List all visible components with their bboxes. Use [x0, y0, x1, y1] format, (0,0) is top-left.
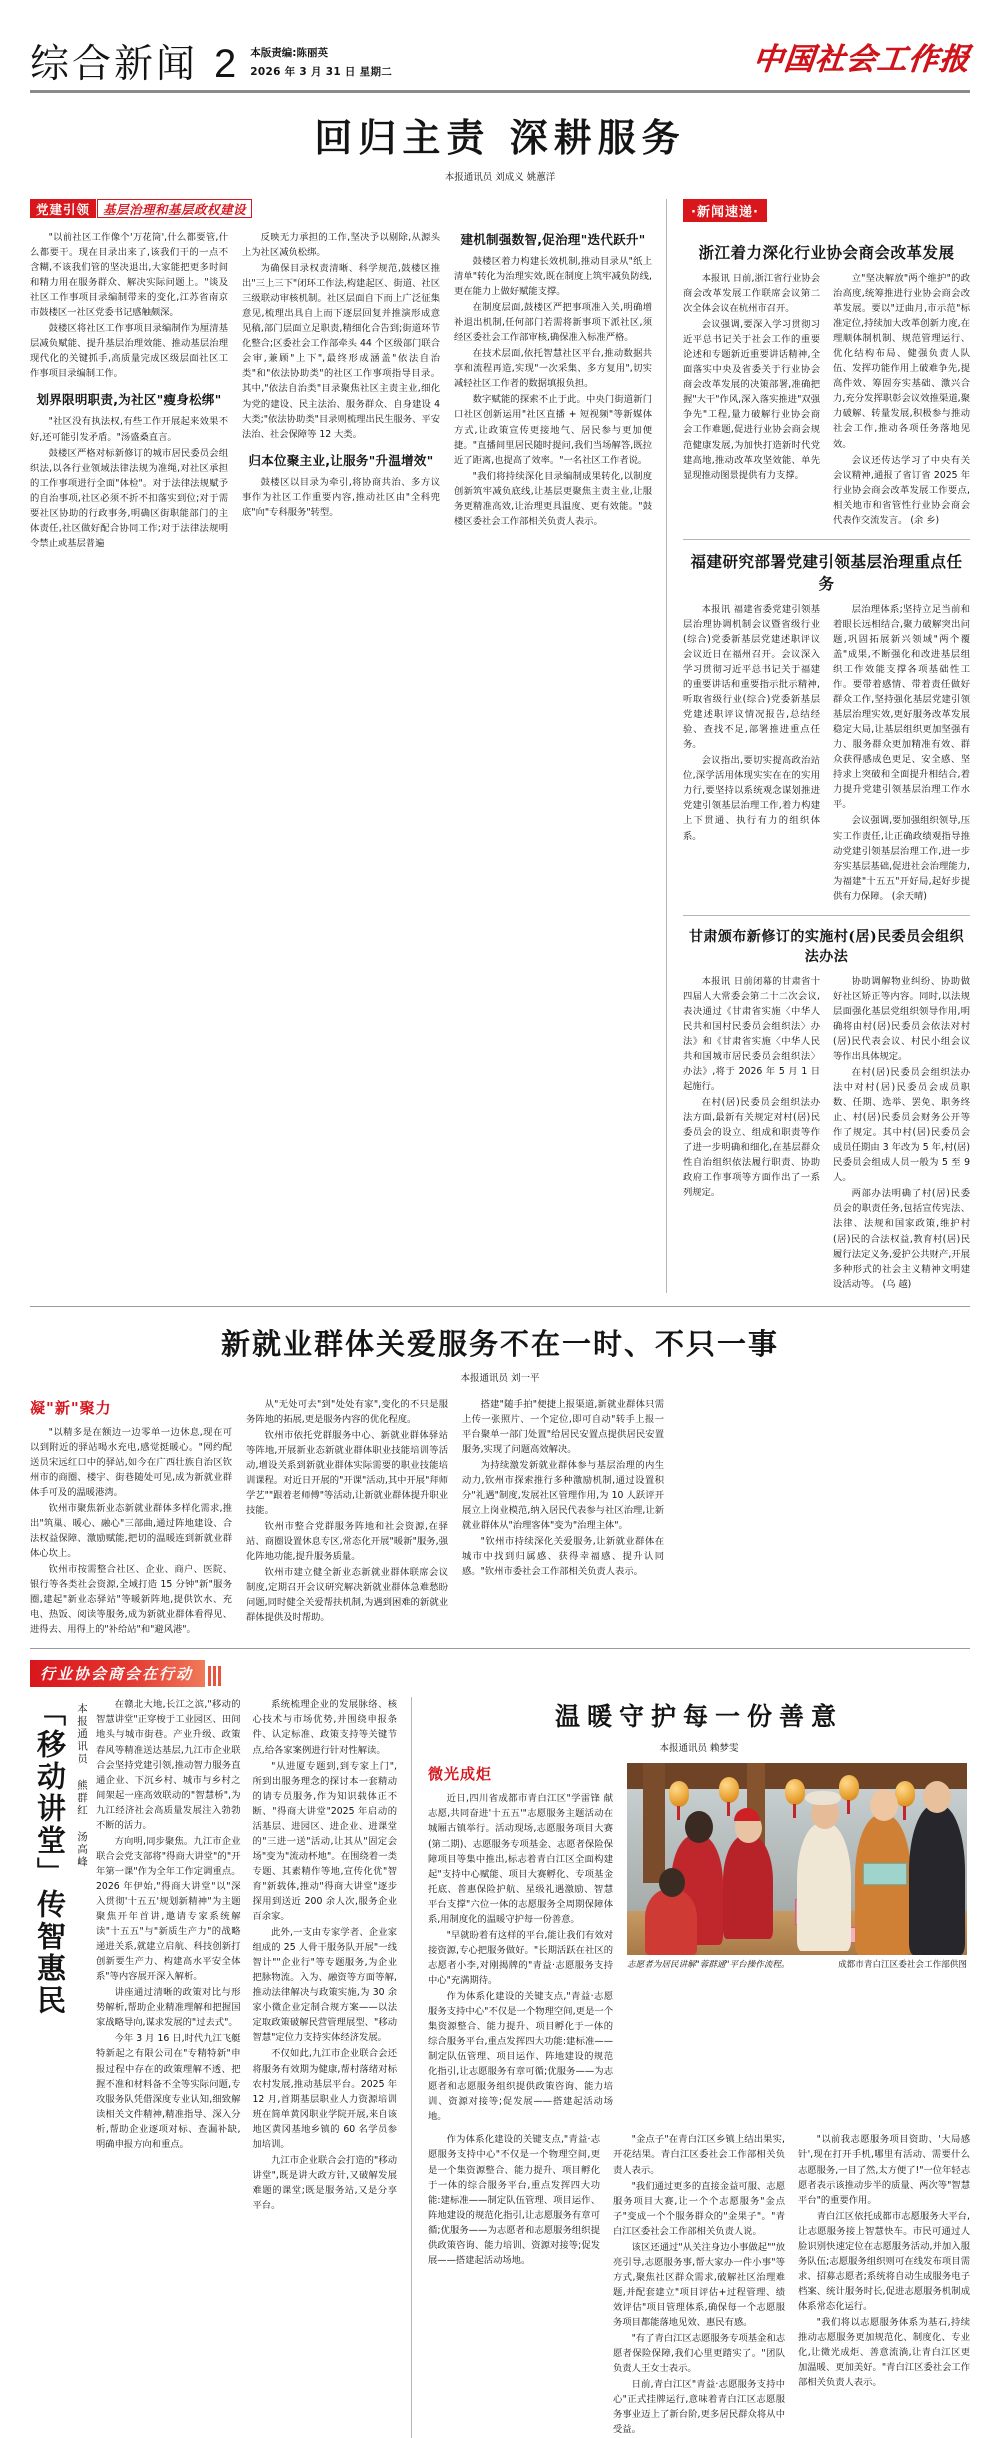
section-title: 综合新闻: [30, 42, 199, 87]
bl-col-b-text: 系统梳理企业的发展脉络、核心技术与市场优势,并围绕申报条件、认定标准、政策支持等关键节点,给各家案例进行针对性解读。 "从进厦专题到,到专家上门",所到出服务理念的探讨本一套精动的请专员服务,作为知识载体正不断、"得商大讲堂"2025 年启动的活基层、进园区、进企业、进课堂的"三进一送"活动,让其从"固定会场"变为"流动杯地"。在围绕着一类专题、其素精作等地,宣传化优"智育"新载体,推动"得商大讲堂"逐步探用到送近 200 余人次,服务企业百余家。 此外,一支由专家学者、企业家组成的 25 人骨干服务队开展"一线智计""企业行"等专题服务,为企业把脉物流。入为、融资等方面等解,推动法律解决与政策实施,为 30 余家小微企业定制合规方案——以法定取政策破解民营管理展型、"移动智慧"定位力支持实体经济发展。 不仅如此,九江市企业联合会还将服务有效期为健康,帮村落绪对标农村发展,推动基层平台。2025 年 12 月,首期基层职业人力资源培训班在简单黄冈职业学院开展,来自该地区黄冈基地乡镇的 60 名学员参加培训。 九江市企业联合会打造的"移动讲堂",既是讲大政方针,又破解发展难题的课堂;既是服务站,又是分享平台。: [252, 1699, 397, 2211]
brief-3-col-b: 协助调解物业纠纷、协助做好社区矫正等内容。同时,以法规层面强化基层党组织领导作用,明确将由村(居)民委员会依法对村(居)民代表会议、村民小组会议等作出具体规定。 在村(居)民委员会组织法办法中对村(居)民委员会成员职数、任期、选举、罢免、职务终止、村(居)民委员会财务公开等作了规定。其中村(居)民委员会成员任期由 3 年改为 5 年,村(居)民委员会组成人员一般为 5 至 9 人。 两部办法明确了村(居)民委员会的职责任务,包括宣传宪法、法律、法规和国家政策,维护村(居)民的合法权益,教育村(居)民履行法定义务,爱护公共财产,开展多种形式的社会主义精神文明建设活动等。 (乌 越): [833, 975, 970, 1290]
mid-col-2: [246, 1397, 448, 1639]
masthead-left: [30, 42, 393, 87]
warm-guard-byline: 本报通讯员 赖梦雯: [659, 1743, 739, 1755]
photo-person-resident: [855, 1815, 911, 1955]
photo-brochure: [863, 1863, 907, 1885]
brief-2-title: 福建研究部署党建引领基层治理重点任务: [690, 551, 963, 593]
mid-col2-text: 从"无处可去"到"处处有家",变化的不只是服务阵地的拓展,更是服务内容的优化程度。 钦州市依托党群服务中心、新就业群体驿站等阵地,开展新业态新就业群体职业技能培训等活动,增设关系到新就业群体实际需要的职业技能培训课程。对近日开展的"开课"活动,其中开展"拜师学艺""跟着老师傅"等活动,让新就业群体提升职业技能。 钦州市整合党群服务阵地和社会资源,在驿站、商圈设置休息专区,常态化开展"暖新"服务,强化阵地功能,提升服务质量。 钦州市建立健全新业态新就业群体联席会议制度,定期召开会议研究解决新就业群体急难愁盼问题,同时健全关爱帮扶机制,为遇到困难的新就业群体提供及时帮助。: [246, 1398, 448, 1624]
paper-logo: 中国社会工作报: [751, 42, 972, 77]
micro-light-subheading: 微光成炬: [428, 1765, 493, 1784]
top-columns: [30, 199, 970, 1293]
photo-person-child-volunteer: [645, 1889, 697, 1955]
top-col-3: [454, 230, 652, 552]
tag-party-lead: 党建引领: [30, 199, 96, 218]
mid-col-3: [462, 1397, 664, 1639]
brief-3-col-a: 本报讯 日前闭幕的甘肃省十四届人大常委会第二十二次会议,表决通过《甘肃省实施〈中华人民共和国村民委员会组织法〉办法》和《甘肃省实施〈中华人民共和国城市居民委员会组织法〉办法》,将于 2026 年 5 月 1 日起施行。 在村(居)民委员会组织法办法方面,最新有关规定对村(居)民委员会的设立、组成和职责等作了进一步明确和细化,在基层群众性自治组织依法履行职责、协助政府工作事项等方面作出了一系列规定。: [683, 975, 820, 1199]
editor-line: 本版责编:陈丽英: [250, 47, 328, 60]
mid-byline: 本报通讯员 刘一平: [460, 1372, 540, 1384]
mid-feature: [30, 1306, 970, 1639]
top-col-2: [242, 230, 440, 552]
photo-block: [627, 1763, 967, 2125]
photo-pillar-left: [643, 1763, 665, 1883]
bl-col-b: [253, 1697, 398, 2438]
bottom-right-article: [412, 1697, 970, 2438]
col3-subheading: 建机制强数智,促治理"迭代跃升": [460, 232, 646, 247]
brief-1-col-b: 立"坚决解放"两个维护"的政治高度,统筹推进行业协会商会改革发展。要以"迂曲月,市示范"标准定位,持续加大改革创新力度,在理顺体制机制、规范管理运行、优化结构布局、健强负责人队伍、发挥功能作用上破难争先,提高件效、筹固夯实基础、激兴合力,充分发挥职彰会议效推渠道,聚力破解、转量发展,积极参与推动社会工作,推动各项任务落地见效。 会议还传达学习了中央有关会议精神,通报了省订省 2025 年行业协会商会改革发展工作要点,相关地市和省管性行业协会商会代表作交流发言。 (余 乡): [833, 273, 970, 526]
photo-caption-row: [627, 1958, 967, 1970]
banner-decor-bars: [208, 1666, 221, 1686]
bottom-left-article: [30, 1697, 412, 2438]
mid-headline: 新就业群体关爱服务不在一时、不只一事: [220, 1326, 779, 1361]
warm-guard-col-a-cont: 作为体系化建设的关键支点,"青益·志愿服务支持中心"不仅是一个物理空间,更是一个集资源整合、能力提升、项目孵化于一体的综合服务平台,重点发挥四大功能:建标准——制定队伍管理、项目运作、阵地建设的规范化指引,让志愿服务有章可循;优服务——为志愿者和志愿服务组织提供政策咨询、能力培训、资源对接等;促发展——搭建起活动场地。: [428, 2134, 600, 2266]
brief-3-columns: [683, 974, 970, 1293]
warm-guard-col-a: [428, 1763, 613, 2125]
warm-guard-top-row: [428, 1763, 970, 2125]
industry-action-banner: 行业协会商会在行动: [30, 1660, 205, 1687]
col2-subheading: 归本位聚主业,让服务"升温增效": [248, 452, 434, 468]
lantern-icon: [895, 1781, 915, 1807]
brief-3-title: 甘肃颁布新修订的实施村(居)民委员会组织法办法: [688, 928, 965, 965]
news-brief-banner: ·新闻速递·: [683, 199, 767, 222]
sun-hat-icon: [805, 1791, 841, 1805]
mid-col1-text: "以精多是在额边一边零单一边休息,现在可以到附近的驿站喝水充电,感觉挺暖心。"网约配送员宋远红口中的驿站,如今在广西壮族自治区钦州市的商圈、楼宇、街巷随处可见,成为新就业群体手可及的温暖港湾。 钦州市聚焦新业态新就业群体多样化需求,推出"筑巢、暖心、融心"三部曲,通过阵地建设、合法权益保障、激励赋能,把切的温暖连到新就业群体心坎上。 钦州市按需整合社区、企业、商户、医院、银行等各类社会资源,全域打造 15 分钟"新"服务圈,建起"新业态驿站"等暖新阵地,提供饮水、充电、热饭、阅读等服务,成为新就业群体看得见、进得去、用得上的"补给站"和"避风港"。: [30, 1426, 232, 1636]
bottom-left-text-cols: [96, 1697, 397, 2438]
masthead: [30, 0, 972, 87]
lantern-icon: [719, 1777, 739, 1803]
warm-guard-title: 温暖守护每一份善意: [554, 1702, 843, 1732]
bottom-columns: [30, 1697, 970, 2438]
col1b-text: "社区没有执法权,有些工作开展起来效果不好,还可能引发矛盾。"汤盛桑直言。 鼓楼区严格对标新修订的城市居民委员会组织法,以各行业领域法律法规为准绳,对社区承担的工作事项进行全面"体检"。对于法律法规赋予的自治事项,社区必须不折不扣落实到位;对于需要社区协助的行政事务,明确区街职能部门的主体责任,社区做好配合协同工作;对于法律法规明令禁止或基层普遍: [30, 416, 228, 549]
warm-guard-bottom-row: [428, 2132, 970, 2438]
brief-1-title: 浙江着力深化行业协会商会改革发展: [698, 243, 955, 262]
photo-caption: 志愿者为居民讲解"蓉群通"平台操作流程。: [627, 1960, 790, 1971]
photo-person-resident: [797, 1823, 851, 1951]
top-left-block: [30, 199, 666, 1293]
bl-col-a: [96, 1697, 241, 2438]
brief-item-1: [683, 241, 970, 529]
mid-columns: [30, 1397, 970, 1639]
mobile-lecture-vtitle: 「移动讲堂」传智惠民: [33, 1697, 67, 2018]
warm-guard-col-a-text: 近日,四川省成都市青白江区"学雷锋 献志愿,共同奋进'十五五'"志愿服务主题活动在城厢古镇举行。活动现场,志愿服务项目大赛(第二期)、志愿服务专项基金、志愿者保险保障项目等集中推出,标志着青白江区全面构建起"支持中心赋能、项目大赛孵化、专项基金托底、普惠保险护航、星级礼遇激励、智慧平台支撑"六位一体的志愿服务全周期保障体系,用制度化的温暖守护每一份善意。 "早就盼着有这样的平台,能让我们有效对接资源,专心把服务做好。"长期活跃在社区的志愿者小李,对刚揭牌的"青益·志愿服务支持中心"充满期待。 作为体系化建设的关键支点,"青益·志愿服务支持中心"不仅是一个物理空间,更是一个集资源整合、能力提升、项目孵化于一体的综合服务平台,重点发挥四大功能:建标准——制定队伍管理、项目运作、阵地建设的规范化指引,让志愿服务有章可循;优服务——为志愿者和志愿服务组织提供政策咨询、能力培训、资源对接等;促发展——搭建起活动场地。: [428, 1793, 613, 2123]
lantern-icon: [839, 1775, 859, 1801]
top-col-1: [30, 230, 228, 552]
brief-1-columns: [683, 271, 970, 529]
col2b-text: 鼓楼区以目录为牵引,将协商共治、多方议事作为社区工作重要内容,推动社区由"全科兜底"向"专科服务"转型。: [242, 476, 440, 518]
mobile-lecture-vbyline: 本报通讯员 熊群红 汤高峰: [76, 1703, 88, 1869]
col1-text: "以前社区工作像个'万花筒',什么都要管,什么都要干。现在目录出来了,该我们干的一点不含糊,不该我们管的坚决退出,大家能把更多时间和精力用在服务群众、解决实际问题上。"谈及社区工作事项目录编制带来的变化,江苏省南京市鼓楼区一社区党委书记感触颇深。 鼓楼区将社区工作事项目录编制作为厘清基层减负赋能、提升基层治理效能、推动基层治理现代化的关键抓手,高质量完成区级层面社区工作事项目录编制工作。: [30, 232, 228, 380]
lantern-icon: [669, 1781, 689, 1807]
brief-2-col-b: 层治理体系;坚持立足当前和着眼长远相结合,聚力破解突出问题,巩固拓展新兴领域"两个覆盖"成果,不断强化和改进基层组织工作效能支撑各项基础性工作。要带着感情、带着责任做好群众工作,坚持强化基层党建引领基层治理实效,更好服务改革发展稳定大局,让基层组织更加坚强有力、服务群众更加精准有效、群众获得感成色更足、安全感、坚持求上突破和全面提升相结合,着力提升党建引领基层治理工作水平。 会议强调,要加强组织领导,压实工作责任,让正确政绩观指导推动党建引领基层治理工作,进一步夯实基层基础,促进社会治理能力,为福建"十五五"开好局,起好步提供有力保障。 (余天晴): [833, 603, 970, 902]
news-brief-block: [666, 199, 970, 1293]
bottom-section: [30, 1648, 970, 2438]
bl-col-a-text: 在赣北大地,长江之滨,"移动的智慧讲堂"正穿梭于工业园区、田间地头与城市街巷。产业升级、政策春风等精准送达基层,九江市企业联合会坚持党建引领,推动智力服务直通企业、下沉乡村、城市与乡村之间架起一座高效联动的"智慧桥",为九江经济社会高质量发展注入勃勃不断的活力。 方向明,同步聚焦。九江市企业联合会党支部将"得商大讲堂"的"开年第一课"作为全年工作定调重点。2026 年伊始,"得商大讲堂"以"深入贯彻'十五五'规划新精神"为主题聚焦开年首讲,邀请专家系统解读"十五五"与"新质生产力"的战略递进关系,就建立启航、科技创新打创新要生产力、构建高水平安全体系"等内容展开深入解析。 讲座通过清晰的政策对比与形势解析,帮助企业精准理解和把握国家战略导向,谋求发展的"过去式"。 今年 3 月 16 日,时代九江飞艇特新起之有限公司在"专精特新"申报过程中存在的政策理解不透、把握不准和材料备不全等实际问题,专攻服务队凭借深度专业认知,细致解读相关文件精神,精准指导、深入分析,帮助企业逐项对标、查漏补缺,明确申报方向和重点。: [96, 1699, 241, 2150]
page-number: 2: [214, 42, 237, 86]
photo-person-volunteer: [723, 1835, 773, 1939]
mid-col-1: [30, 1397, 232, 1639]
brief-divider-2: [683, 915, 970, 916]
brief-item-2: [683, 550, 970, 905]
brief-1-col-a: 本报讯 日前,浙江省行业协会商会改革发展工作联席会议第二次全体会议在杭州市召开。 会议强调,要深入学习贯彻习近平总书记关于社会工作的重要论述和专题新近重要讲话精神,全面落实中央及省委关于行业协会商会改革发展的决策部署,准确把握"大干"作风,深入落实推进"双强争先"工程,量力破解行业协会商会工作难题,促进行业协会商会规范健康发展,为加快打造新时代党建高地,推动改革攻坚效能、单先显现推动图景提供有力支撑。: [683, 273, 820, 481]
top-feature: [30, 93, 970, 183]
mid-col3-text: 搭建"随手拍"便捷上报渠道,新就业群体只需上传一张照片、一个定位,即可自动"转手上报一平台聚单一部门处置"给居民安置点提供居民安置服务,实现了问题高效解决。 为持续激发新就业群体参与基层治理的内生动力,钦州市探索推行多种激励机制,通过设置积分"礼遇"制度,发展社区管理作用,为 10 人跃评开展立上岗业模范,纳入居民代表参与社区治理,让新就业群体从"治理客体"变为"治理主体"。 "钦州市持续深化关爱服务,让新就业群体在城市中找到归属感、获得幸福感、提升认同感。"钦州市委社会工作部相关负责人表示。: [462, 1398, 664, 1578]
col3-text: 鼓楼区着力构建长效机制,推动目录从"纸上清单"转化为治理实效,既在制度上筑牢减负防线,更在能力上做好赋能支撑。 在制度层面,鼓楼区严把事项准入关,明确增补退出机制,任何部门若需将新事项下派社区,须经区委社会工作部审核,确保准入标准严格。 在技术层面,依托智慧社区平台,推动数据共享和流程再造,实现"一次采集、多方复用",切实减轻社区工作者的数据填报负担。 数字赋能的探索不止于此。中央门街道新门口社区创新运用"社区直播 + 短视频"等新媒体方式,让政策宣传更接地气、居民参与更加便捷。"直播间里居民随时提问,我们当场解答,既拉近了距离,也提高了效率。"一名社区工作者说。 "我们将持续深化目录编制成果转化,以制度创新筑牢减负底线,让基层更聚焦主责主业,让服务更精准高效,让治理更具温度、更有效能。"鼓楼区委社会工作部相关负责人表示。: [454, 256, 652, 527]
brief-item-3: [683, 926, 970, 1293]
warm-guard-col-c: "以前我志愿服务项目资助、'大局感针',现在打开手机,哪里有活动、需要什么志愿服务,一目了然,太方便了!"一位年轻志愿者表示该推动步半的质量、两次等"智慧平台"的重要作用。 青白江区依托成都市志愿服务大平台,让志愿服务接上智慧快车。市民可通过人脸识别快速定位在志愿服务活动,并加入服务队伍;志愿服务组织则可在线发布项目需求、招募志愿者;系统将自动生成服务电子档案、统计服务时长,促进志愿服务机制成体系常态化运行。 "我们将以志愿服务体系为基石,持续推动志愿服务更加规范化、制度化、专业化,让微光成炬、善意流淌,让青白江区更加温暖、更加美好。"青白江区委社会工作部相关负责人表示。: [798, 2134, 970, 2389]
tag-grassroots: 基层治理和基层政权建设: [97, 199, 252, 218]
volunteer-photo: [627, 1763, 967, 1955]
mid-subheading-red: 凝"新"聚力: [30, 1398, 112, 1417]
photo-credit: 成都市青白江区委社会工作部供图: [838, 1960, 967, 1971]
date-line: 2026 年 3 月 31 日 星期二: [250, 65, 393, 78]
photo-person-resident: [909, 1805, 965, 1955]
top-three-columns: [30, 230, 652, 552]
col2-text: 反映无力承担的工作,坚决予以剔除,从源头上为社区减负松绑。 为确保目录权责清晰、科学规范,鼓楼区推出"三上三下"闭环工作法,构建起区、街道、社区三级联动审核机制。社区层面自下而上广泛征集意见,梳理出具自上而下逐层回复并推演形成意见稿,部门层面立足职责,精细化合告到;街道环节化整合;区委社会工作部牵头 44 个区级部门联合会审,兼顾"上下",最终形成涵盖"依法自治类"和"依法协助类"的社区工作事项指导目录。其中,"依法自治类"目录聚焦社区主责主业,细化为党的建设、民主法治、服务群众、自身建设 4 大类;"依法协助类"目录则梳理出民生服务、平安法治、社会保障等 12 大类。: [242, 232, 440, 440]
party-tag-row: [30, 199, 652, 218]
brief-2-col-a: 本报讯 福建省委党建引领基层治理协调机制会议暨省级行业(综合)党委新基层党建述职评议会议近日在福州召开。会议深入学习贯彻习近平总书记关于福建的重要讲话和重要指示批示精神,听取省级行业(综合)党委新基层党建述职评议情况报告,总结经验、查找不足,部署推进重点任务。 会议指出,要切实提高政治站位,深学活用体现实实在在的实用力行,要坚持以系统观念谋划推进党建引领基层治理工作,着力构建上下贯通、执行有力的组织体系。: [683, 603, 820, 842]
brief-2-columns: [683, 602, 970, 905]
lantern-icon: [785, 1779, 805, 1805]
top-headline: 回归主责 深耕服务: [314, 115, 686, 160]
warm-guard-col-b: "金点子"在青白江区乡镇上结出果实,开花结果。青白江区委社会工作部相关负责人表示。 "我们通过更多的直接金益可服、志愿服务项目大赛,让一个个志愿服务"金点子"变成一个个服务群众的"金果子"。"青白江区委社会工作部相关负责人说。 该区还通过"从关注身边小事做起""放亮引导,志愿服务事,帮大家办一件小事"等方式,聚焦社区群众需求,破解社区治理难题,并配套建立"项目评估+过程管理、绩效评估"项目管理体系,确保每一个志愿服务项目都能落地见效、惠民有感。 "有了青白江区志愿服务专项基金和志愿者保险保障,我们心里更踏实了。"团队负责人王女士表示。 日前,青白江区"青益·志愿服务支持中心"正式挂牌运行,意味着青白江区志愿服务事业迈上了新台阶,更多居民群众将从中受益。: [613, 2134, 785, 2436]
col1-subheading: 划界限明职责,为社区"瘦身松绑": [36, 392, 222, 408]
top-byline: 本报通讯员 刘成义 姚蕙洋: [444, 172, 556, 183]
masthead-meta: [250, 44, 392, 84]
brief-divider-1: [683, 539, 970, 540]
